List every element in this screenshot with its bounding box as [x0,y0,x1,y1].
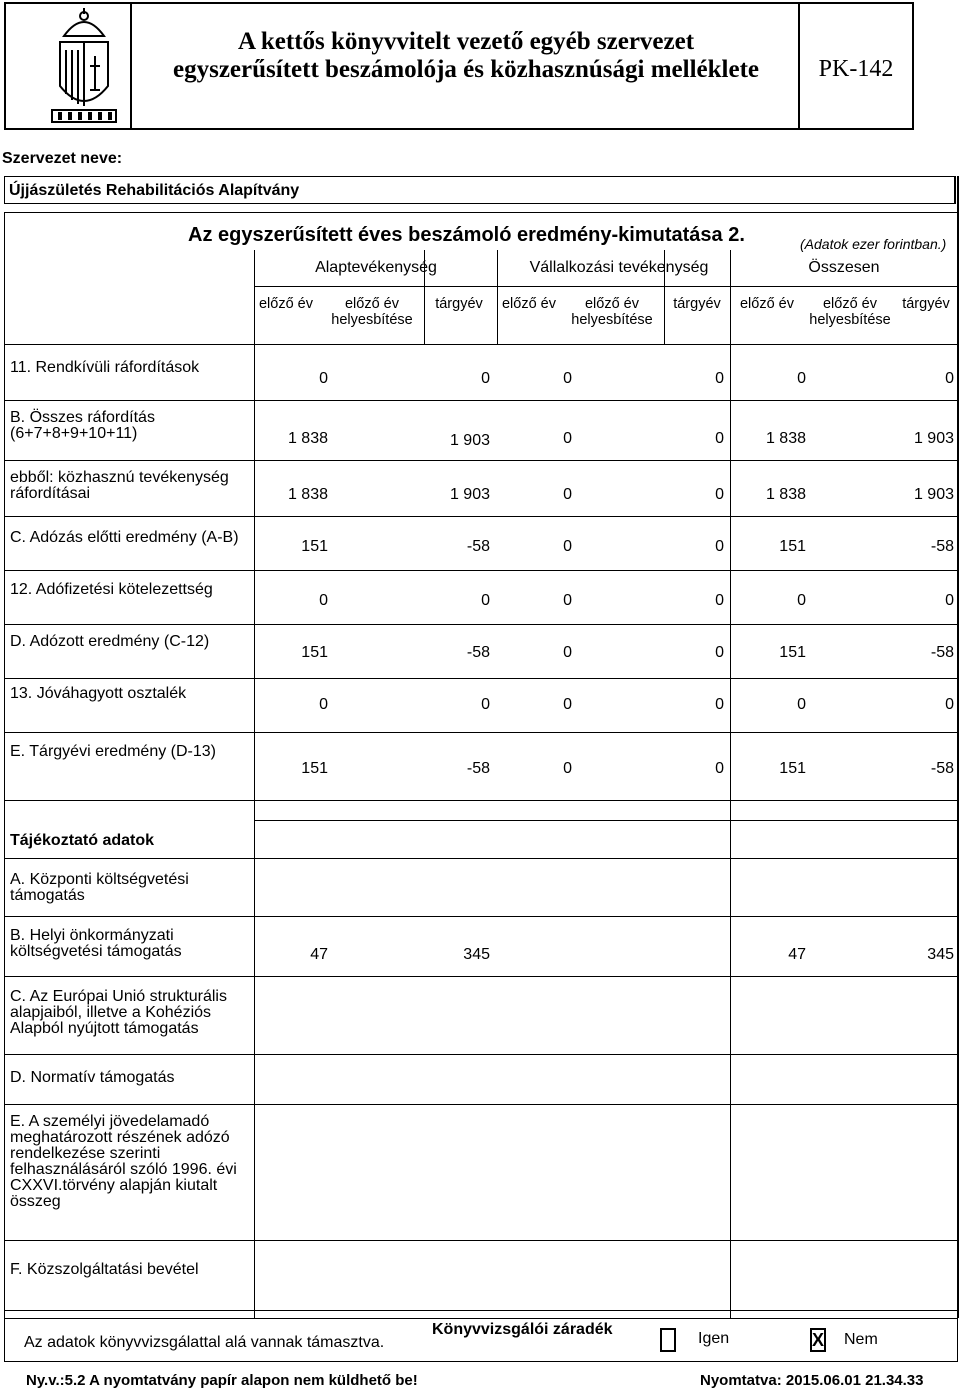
value-cell[interactable]: 0 [563,760,572,777]
value-cell[interactable]: 1 903 [913,430,954,447]
value-cell[interactable]: 0 [715,696,724,713]
row-label: 11. Rendkívüli ráfordítások [10,359,200,376]
form-code: PK-142 [818,56,894,82]
org-name-field[interactable] [4,176,956,204]
value-cell[interactable]: 0 [481,696,490,713]
form-title [132,28,800,84]
value-cell[interactable]: 0 [797,696,806,713]
value-cell[interactable]: 0 [715,538,724,555]
value-cell[interactable]: 0 [319,592,328,609]
col-prev-year: előző év [258,296,313,312]
audit-statement: Az adatok könyvvizsgálattal alá vannak támasztva. [24,1334,385,1351]
value-cell[interactable]: 0 [563,538,572,555]
footer-note: Ny.v.:5.2 A nyomtatvány papír alapon nem küldhető be! [26,1372,418,1389]
info-section-title: Tájékoztató adatok [10,832,155,849]
audit-yes-checkbox[interactable] [660,1328,676,1352]
org-name-value: Újjászületés Rehabilitációs Alapítvány [9,182,300,199]
group-header-total: Összesen [808,259,880,276]
value-cell[interactable]: 151 [301,644,328,661]
info-row-label: C. Az Európai Unió strukturális alapjaiból, illetve a Kohéziós Alapból nyújtott támogatás [10,988,227,1037]
print-timestamp: Nyomtatva: 2015.06.01 21.34.33 [700,1372,924,1389]
value-cell[interactable]: 0 [319,370,328,387]
value-cell[interactable]: 0 [945,696,954,713]
row-label: D. Adózott eredmény (C-12) [10,633,210,650]
value-cell[interactable]: 1 838 [765,430,806,447]
value-cell[interactable]: -58 [466,538,490,555]
audit-no-checkbox[interactable]: X [812,1330,825,1350]
info-row-label: F. Közszolgáltatási bevétel [10,1261,199,1278]
col-current-year: tárgyév [673,296,721,312]
form-title-line1: A kettős könyvvitelt vezető egyéb szervezet [237,28,695,55]
value-cell[interactable]: 0 [715,644,724,661]
unit-note: (Adatok ezer forintban.) [800,236,947,252]
value-cell[interactable]: 47 [310,946,328,963]
value-cell[interactable]: 0 [481,370,490,387]
info-row-label: A. Központi költségvetési támogatás [10,871,189,904]
value-cell[interactable]: 0 [481,592,490,609]
value-cell[interactable]: 0 [563,644,572,661]
value-cell[interactable]: 1 838 [765,486,806,503]
value-cell[interactable]: 1 903 [913,486,954,503]
value-cell[interactable]: 0 [797,592,806,609]
info-row-label: E. A személyi jövedelamadó meghatározott részének adózó rendelkezése szerinti felhasználásáról szóló 1996. évi CXXVI.törvény alapján kiutalt összeg [10,1113,237,1210]
value-cell[interactable]: 345 [463,946,490,963]
value-cell[interactable]: 0 [563,486,572,503]
value-cell[interactable]: -58 [466,644,490,661]
audit-no-label: Nem [844,1331,878,1348]
value-cell[interactable]: 0 [563,430,572,447]
value-cell[interactable]: 151 [779,538,806,555]
value-cell[interactable]: 1 903 [449,486,490,503]
value-cell[interactable]: 0 [563,370,572,387]
value-cell[interactable]: 0 [715,370,724,387]
col-current-year: tárgyév [435,296,483,312]
row-label: E. Tárgyévi eredmény (D-13) [10,743,216,760]
value-cell[interactable]: 151 [779,760,806,777]
col-prev-year-corr: előző év helyesbítése [809,296,891,328]
value-cell[interactable]: 0 [715,430,724,447]
audit-clause-title: Könyvvizsgálói záradék [432,1321,613,1338]
value-cell[interactable]: 1 838 [287,486,328,503]
value-cell[interactable]: -58 [930,538,954,555]
audit-yes-label: Igen [698,1330,730,1347]
row-label: C. Adózás előtti eredmény (A-B) [10,529,239,546]
form-title-line2: egyszerűsített beszámolója és közhasznúsági melléklete [173,56,759,83]
coat-of-arms-logo [44,6,124,126]
row-label: 12. Adófizetési kötelezettség [10,581,213,598]
value-cell[interactable]: 0 [945,370,954,387]
info-row-label: B. Helyi önkormányzati költségvetési támogatás [10,927,182,960]
value-cell[interactable]: 47 [788,946,806,963]
value-cell[interactable]: 151 [779,644,806,661]
col-prev-year-corr: előző év helyesbítése [571,296,653,328]
report-title: Az egyszerűsített éves beszámoló eredmény-kimutatása 2. [188,224,745,246]
value-cell[interactable]: 0 [715,760,724,777]
value-cell[interactable]: 0 [945,592,954,609]
value-cell[interactable]: -58 [466,760,490,777]
col-prev-year: előző év [739,296,794,312]
value-cell[interactable]: -58 [930,760,954,777]
value-cell[interactable]: -58 [930,644,954,661]
group-header-basic: Alaptevékenység [315,259,437,276]
col-current-year: tárgyév [902,296,950,312]
row-label: 13. Jóváhagyott osztalék [10,685,187,702]
value-cell[interactable]: 151 [301,760,328,777]
col-prev-year-corr: előző év helyesbítése [331,296,413,328]
value-cell[interactable]: 0 [319,696,328,713]
value-cell[interactable]: 0 [563,592,572,609]
value-cell[interactable]: 345 [927,946,954,963]
value-cell[interactable]: 0 [563,696,572,713]
row-label: ebből: közhasznú tevékenység ráfordításai [10,469,229,502]
value-cell[interactable]: 1 903 [449,432,490,449]
value-cell[interactable]: 151 [301,538,328,555]
group-header-business: Vállalkozási tevékenység [529,259,709,276]
row-label: B. Összes ráfordítás (6+7+8+9+10+11) [10,409,155,442]
value-cell[interactable]: 0 [715,592,724,609]
value-cell[interactable]: 0 [715,486,724,503]
value-cell[interactable]: 0 [797,370,806,387]
col-prev-year: előző év [501,296,556,312]
value-cell[interactable]: 1 838 [287,430,328,447]
org-name-label: Szervezet neve: [2,150,123,167]
info-row-label: D. Normatív támogatás [10,1069,175,1086]
